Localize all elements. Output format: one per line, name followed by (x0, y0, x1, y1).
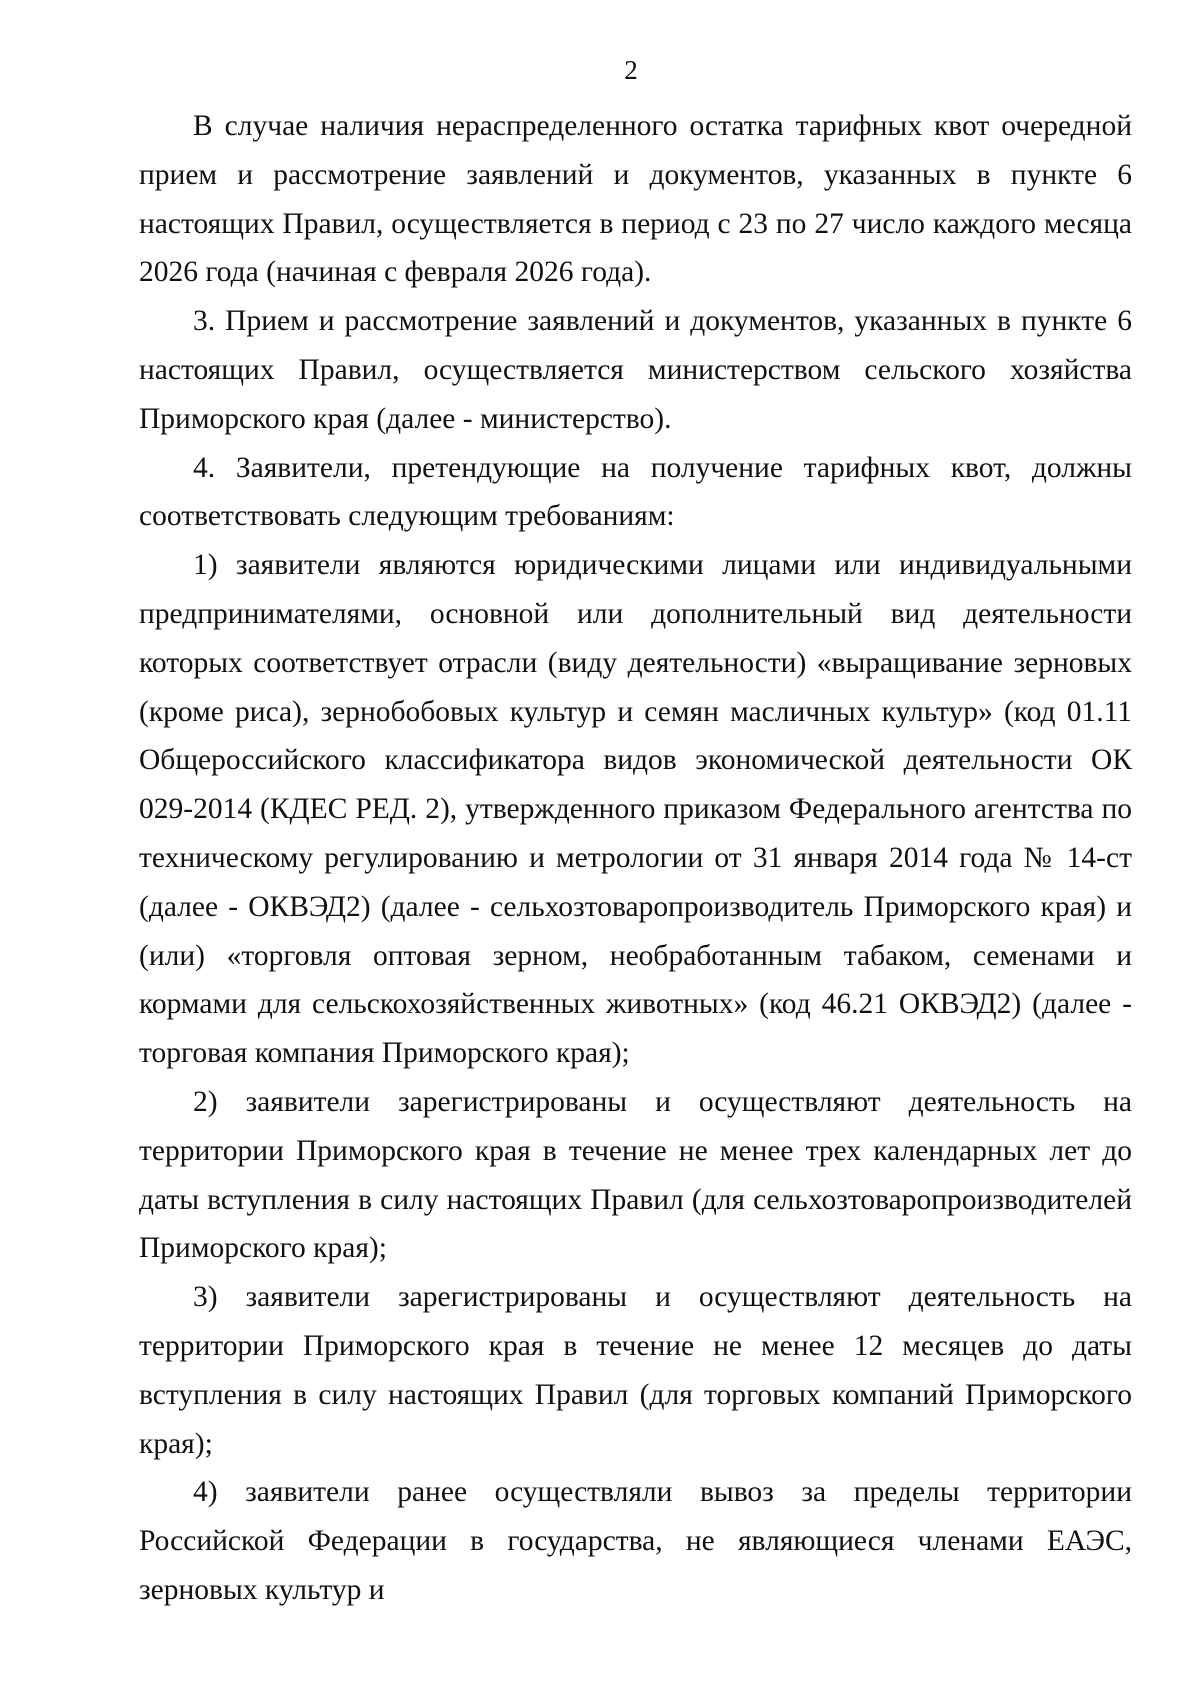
document-body (139, 102, 1132, 1615)
paragraph-requirement-1: 1) заявители являются юридическими лицами или индивидуальными предпринимателями, основной или дополнительный вид деятельности которых соответствует отрасли (виду деятельности) «выращивание зерновых (кроме риса), зернобобовых культур и семян масличных культур» (код 01.11 Общероссийского классификатора видов экономической деятельности ОК 029-2014 (КДЕС РЕД. 2), утвержденного приказом Федерального агентства по техническому регулированию и метрологии от 31 января 2014 года № 14-ст (далее - ОКВЭД2) (далее - сельхозтоваропроизводитель Приморского края) и (или) «торговля оптовая зерном, необработанным табаком, семенами и кормами для сельскохозяйственных животных» (код 46.21 ОКВЭД2) (далее - торговая компания Приморского края); (139, 549, 1132, 1070)
paragraph-quota-remainder: В случае наличия нераспределенного остатка тарифных квот очередной прием и рассмотрение заявлений и документов, указанных в пункте 6 настоящих Правил, осуществляется в период с 23 по 27 число каждого месяца 2026 года (начиная с февраля 2026 года). (139, 110, 1132, 289)
paragraph-requirement-3: 3) заявители зарегистрированы и осуществляют деятельность на территории Приморского края в течение не менее 12 месяцев до даты вступления в силу настоящих Правил (для торговых компаний Приморского края); (139, 1281, 1132, 1460)
paragraph-item-4: 4. Заявители, претендующие на получение тарифных квот, должны соответствовать следующим требованиям: (139, 451, 1132, 533)
paragraph-requirement-2: 2) заявители зарегистрированы и осуществляют деятельность на территории Приморского края в течение не менее трех календарных лет до даты вступления в силу настоящих Правил (для сельхозтоваропроизводителей Приморского края); (139, 1085, 1132, 1265)
paragraph-item-3: 3. Прием и рассмотрение заявлений и документов, указанных в пункте 6 настоящих Правил, осуществляется министерством сельского хозяйства Приморского края (далее - министерство). (139, 305, 1132, 435)
page-number: 2 (624, 55, 638, 85)
paragraph-requirement-4: 4) заявители ранее осуществляли вывоз за пределы территории Российской Федерации в государства, не являющиеся членами ЕАЭС, зерновых культур и (139, 1476, 1132, 1606)
